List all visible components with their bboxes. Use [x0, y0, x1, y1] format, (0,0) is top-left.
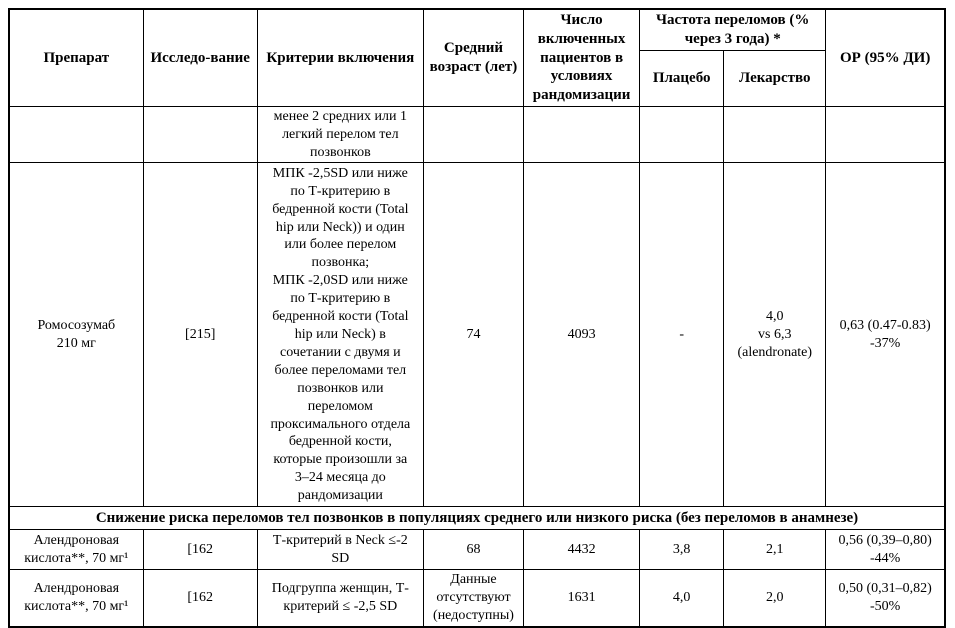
column-header-placebo: Плацебо: [640, 51, 724, 107]
cell-study: [162: [143, 570, 257, 627]
cell-or-ci: 0,56 (0,39–0,80) -44%: [826, 530, 945, 570]
cell-patients: [524, 106, 640, 163]
column-header-drug: Препарат: [9, 9, 143, 106]
cell-drug: Алендроновая кислота**, 70 мг¹: [9, 530, 143, 570]
header-row-top: [9, 9, 945, 51]
cell-study: [215]: [143, 163, 257, 507]
column-header-study: Исследо-вание: [143, 9, 257, 106]
cell-medication: 2,1: [724, 530, 826, 570]
table-section-header-row: [9, 507, 945, 530]
cell-placebo: [640, 106, 724, 163]
cell-medication: 4,0 vs 6,3 (alendronate): [724, 163, 826, 507]
cell-placebo: 3,8: [640, 530, 724, 570]
cell-or-ci: [826, 106, 945, 163]
cell-age: 74: [423, 163, 523, 507]
cell-placebo: 4,0: [640, 570, 724, 627]
cell-medication: 2,0: [724, 570, 826, 627]
cell-patients: 4093: [524, 163, 640, 507]
column-header-or-ci: ОР (95% ДИ): [826, 9, 945, 106]
cell-study: [143, 106, 257, 163]
cell-drug: Ромосозумаб 210 мг: [9, 163, 143, 507]
cell-medication: [724, 106, 826, 163]
cell-or-ci: 0,63 (0.47-0.83) -37%: [826, 163, 945, 507]
cell-patients: 4432: [524, 530, 640, 570]
table-row-criteria-continuation: [9, 106, 945, 163]
cell-or-ci: 0,50 (0,31–0,82) -50%: [826, 570, 945, 627]
table-row-alendronate-1: [9, 530, 945, 570]
cell-age: [423, 106, 523, 163]
cell-criteria: Т-критерий в Neck ≤-2 SD: [257, 530, 423, 570]
column-header-patients: Число включенных пациентов в условиях рандомизации: [524, 9, 640, 106]
cell-age: 68: [423, 530, 523, 570]
column-header-fracture-rate-group: Частота переломов (% через 3 года) *: [640, 9, 826, 51]
column-header-age: Средний возраст (лет): [423, 9, 523, 106]
table-row-alendronate-2: [9, 570, 945, 627]
cell-drug: [9, 106, 143, 163]
cell-study: [162: [143, 530, 257, 570]
section-header-text: Снижение риска переломов тел позвонков в популяциях среднего или низкого риска (без переломов в анамнезе): [9, 507, 945, 530]
cell-criteria: МПК -2,5SD или ниже по Т-критерию в бедренной кости (Total hip или Neck)) и один или более перелом позвонка; МПК -2,0SD или ниже по Т-критерию в бедренной кости (Total hip или Neck) в сочетании с двумя и более переломами тел позвонков или переломом проксимального отдела бедренной кости, которые произошли за 3–24 месяца до рандомизации: [257, 163, 423, 507]
table-row-romosozumab: [9, 163, 945, 507]
cell-placebo: -: [640, 163, 724, 507]
fracture-risk-table: [8, 8, 946, 628]
cell-patients: 1631: [524, 570, 640, 627]
cell-age: Данные отсутствуют (недоступны): [423, 570, 523, 627]
cell-criteria: менее 2 средних или 1 легкий перелом тел позвонков: [257, 106, 423, 163]
cell-drug: Алендроновая кислота**, 70 мг¹: [9, 570, 143, 627]
cell-criteria: Подгруппа женщин, Т- критерий ≤ -2,5 SD: [257, 570, 423, 627]
column-header-medication: Лекарство: [724, 51, 826, 107]
column-header-criteria: Критерии включения: [257, 9, 423, 106]
